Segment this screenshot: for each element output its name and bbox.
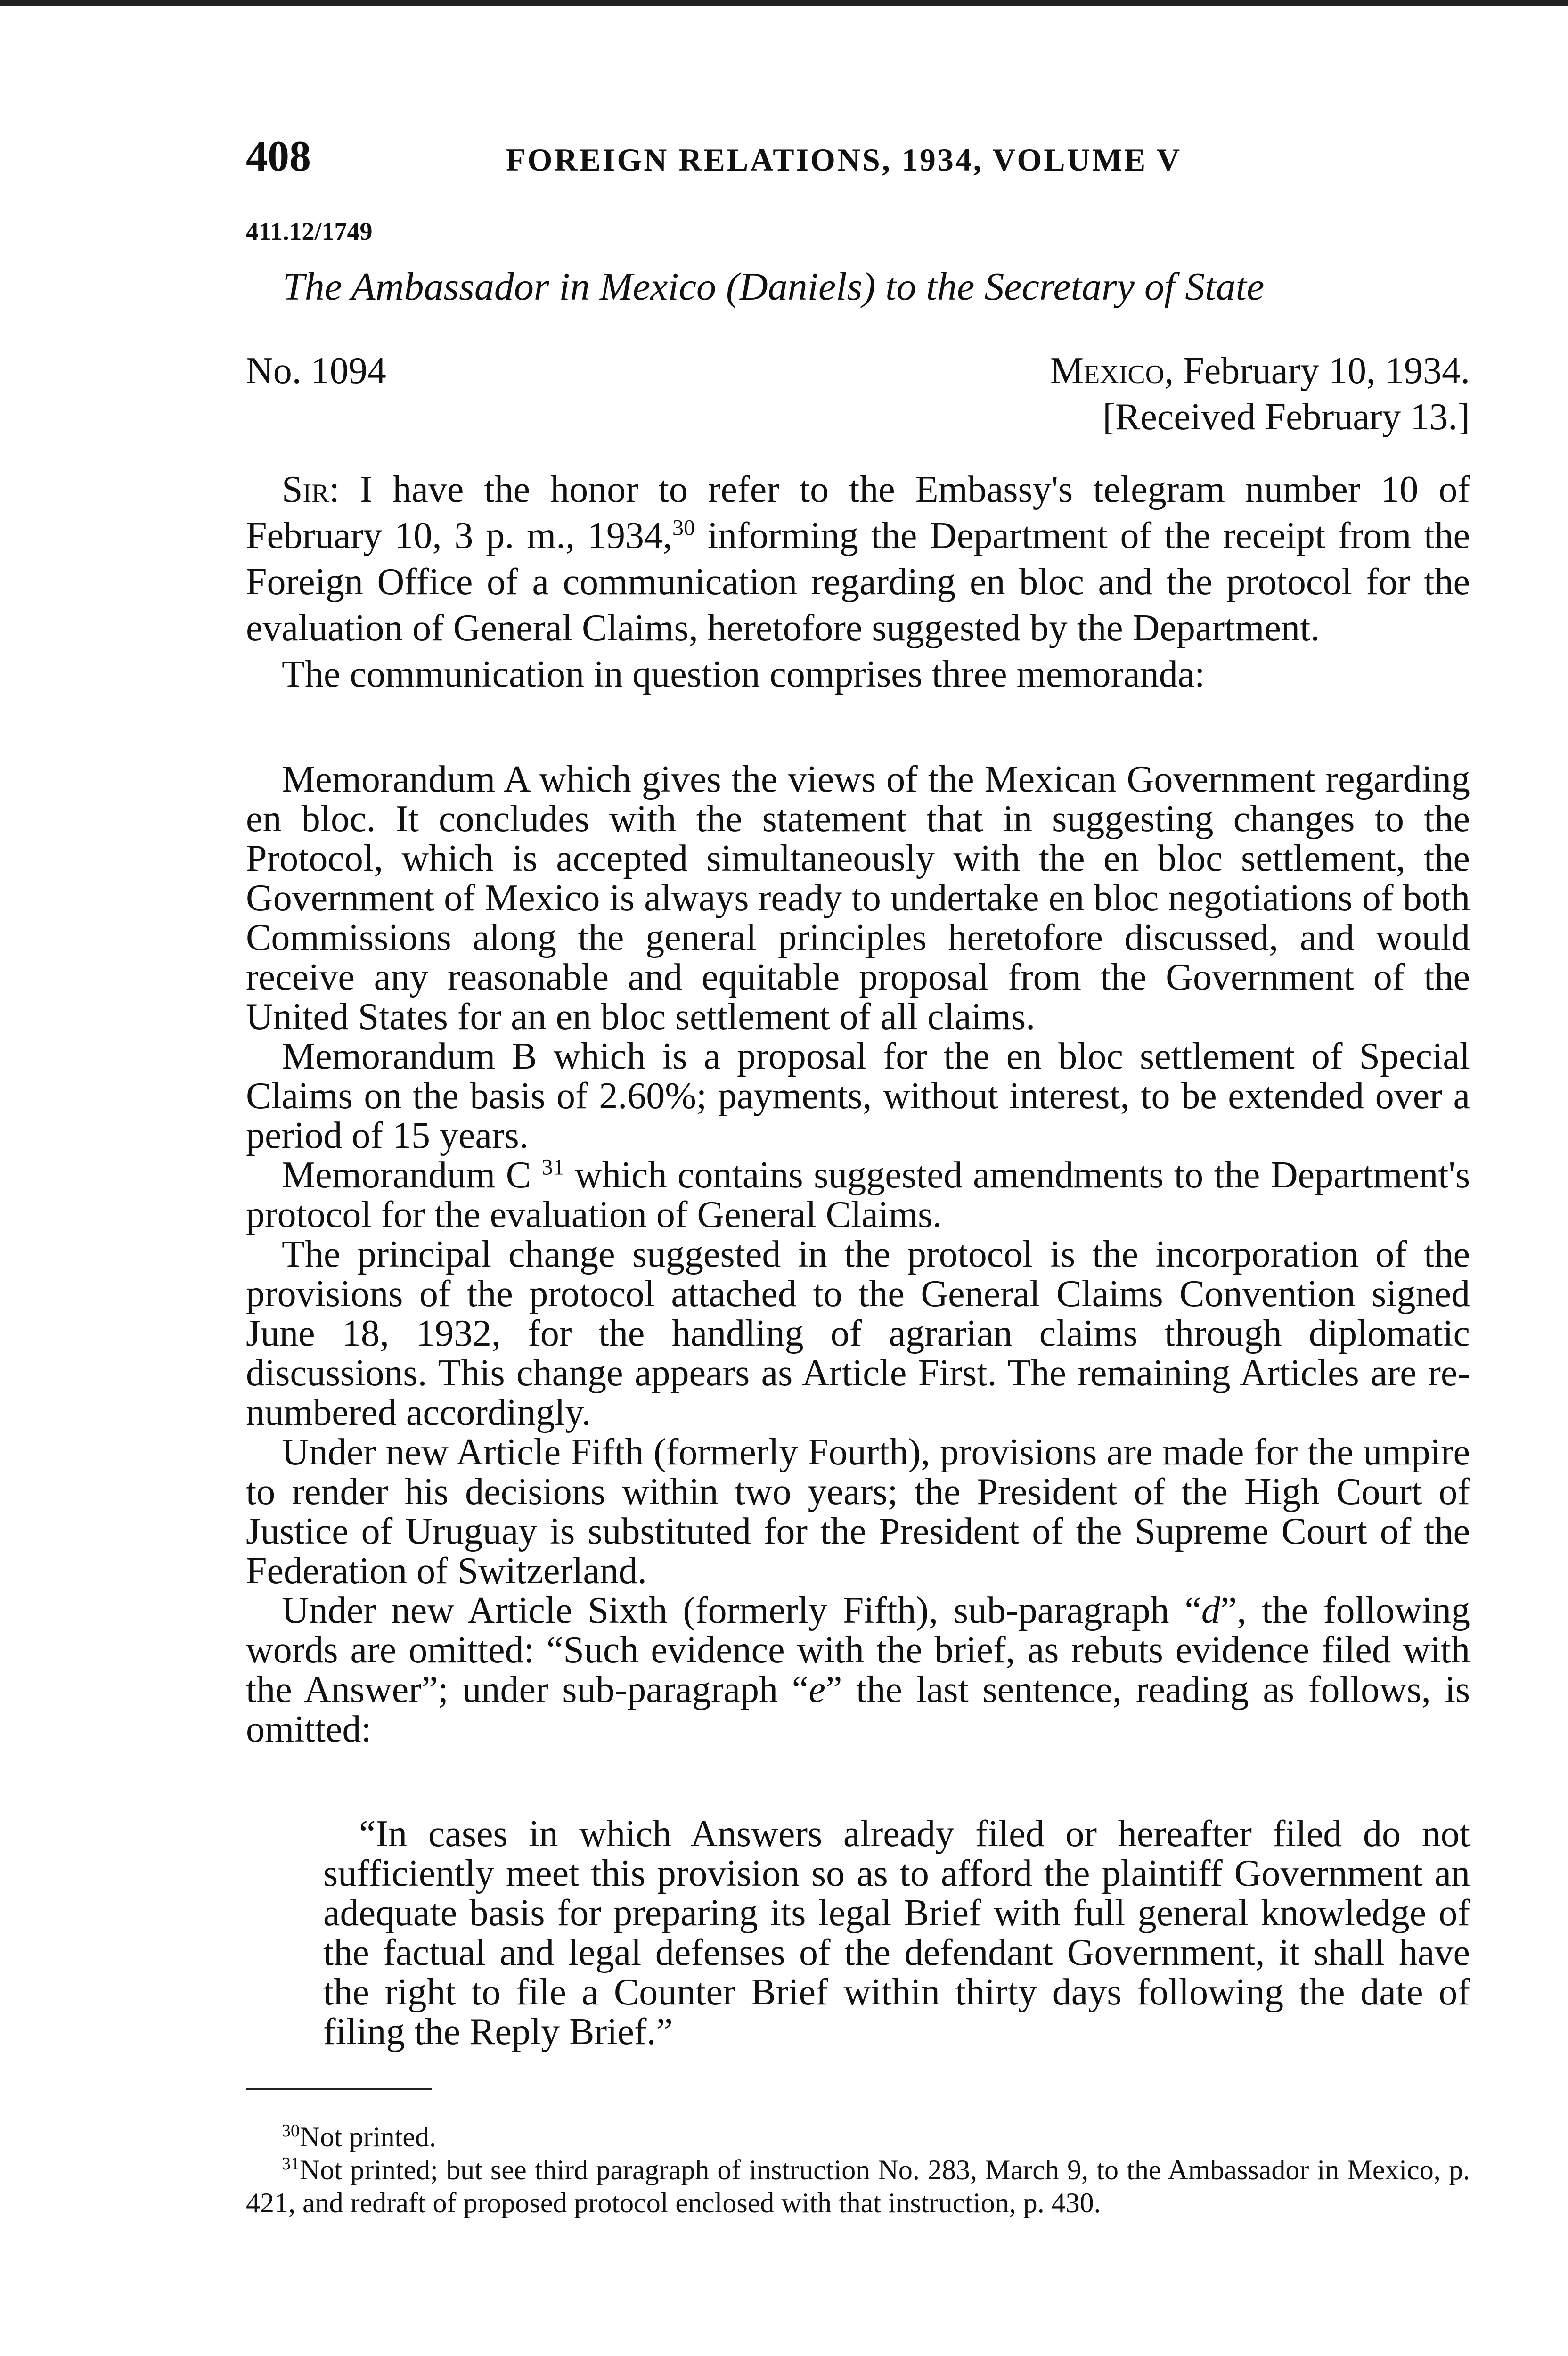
footnote-31 xyxy=(246,2153,1470,2219)
paragraph-opening xyxy=(246,466,1470,651)
quoted-sentence: “In cases in which Answers already filed or hereafter filed do not sufficiently meet this provision so as to afford the plaintiff Government an adequate basis for preparing its legal Brief with full general knowledge of the factual and legal defenses of the defendant Government, it shall have the right to file a Counter Brief within thirty days following the date of filing the Reply Brief.” xyxy=(323,1813,1470,2053)
article-sixth-text-a: Under new Article Sixth (formerly Fifth), sub-paragraph “ xyxy=(282,1590,1201,1631)
footnote-rule xyxy=(246,2088,432,2090)
paragraph-article-sixth xyxy=(246,1591,1470,1749)
running-title: FOREIGN RELATIONS, 1934, VOLUME V xyxy=(506,142,1182,178)
dateline xyxy=(1050,350,1470,393)
page-number: 408 xyxy=(246,132,311,180)
footnote-30-text: Not printed. xyxy=(300,2121,436,2152)
footnote-31-text: Not printed; but see third paragraph of instruction No. 283, March 9, to the Ambassador in Mexico, p. 421, and redraft of proposed protocol enclosed with that instruction, p. 430. xyxy=(246,2154,1470,2218)
memo-c-label: Memorandum C xyxy=(282,1154,531,1196)
article-sixth-text-c: ” the last sentence, reading as follows, is omitted: xyxy=(246,1669,1470,1750)
article-sixth-sub-e: e xyxy=(808,1669,825,1710)
opening-section xyxy=(246,466,1470,697)
footnote-30-mark: 30 xyxy=(282,2121,300,2141)
memoranda-section xyxy=(246,760,1470,1749)
block-quote xyxy=(323,1814,1470,2052)
paragraph-memo-c xyxy=(246,1155,1470,1235)
paragraph-memoranda-intro: The communication in question comprises three memoranda: xyxy=(282,654,1205,695)
footnote-ref-30: 30 xyxy=(672,515,695,540)
footnotes xyxy=(246,2120,1470,2219)
memo-c-text: which contains suggested amendments to the Department's protocol for the evaluation of General Claims. xyxy=(246,1154,1470,1235)
document-number: No. 1094 xyxy=(246,350,386,392)
paragraph-article-fifth: Under new Article Fifth (formerly Fourth), provisions are made for the umpire to render his decisions within two years; the President of the High Court of Justice of Uruguay is substituted for the President of the Supreme Court of the Federation of Switzerland. xyxy=(246,1432,1470,1592)
footnote-31-mark: 31 xyxy=(282,2154,300,2174)
file-number: 411.12/1749 xyxy=(246,217,373,245)
paragraph-principal-change: The principal change suggested in the protocol is the incorporation of the provisions of the protocol attached to the General Claims Convention signed June 18, 1932, for the handling of agrarian claims through diplomatic discussions. This change appears as Article First. The remaining Articles are re-numbered accordingly. xyxy=(246,1234,1470,1433)
footnote-30 xyxy=(246,2120,1470,2153)
footnote-ref-31: 31 xyxy=(541,1154,564,1180)
article-sixth-text-b: ”, the following words are omitted: “Such evidence with the brief, as rebuts evidence filed with the Answer”; under sub-paragraph “ xyxy=(246,1590,1470,1710)
paragraph-memo-b: Memorandum B which is a proposal for the en bloc settlement of Special Claims on the basis of 2.60%; payments, without interest, to be extended over a period of 15 years. xyxy=(246,1036,1470,1156)
top-rule xyxy=(0,0,1568,6)
received-line: [Received February 13.] xyxy=(1102,396,1470,438)
dateline-date: , February 10, 1934. xyxy=(1164,350,1470,392)
salutation: Sir xyxy=(282,469,329,510)
paragraph-memo-a: Memorandum A which gives the views of the Mexican Government regarding en bloc. It concludes with the statement that in suggesting changes to the Protocol, which is accepted simultaneously with the en bloc settlement, the Government of Mexico is always ready to undertake en bloc negotiations of both Commissions along the general principles heretofore discussed, and would receive any reasonable and equitable proposal from the Government of the United States for an en bloc settlement of all claims. xyxy=(246,759,1470,1038)
document-title: The Ambassador in Mexico (Daniels) to the Secretary of State xyxy=(283,265,1265,309)
article-sixth-sub-d: d xyxy=(1201,1590,1220,1631)
dateline-place: Mexico xyxy=(1050,350,1165,392)
paragraph-opening-text-b: informing the Department of the receipt from the Foreign Office of a communication regarding en bloc and the protocol for the evaluation of General Claims, heretofore suggested by the Department. xyxy=(246,515,1470,649)
paragraph-opening-text-a: : I have the honor to refer to the Embassy's telegram number 10 of February 10, 3 p. m., 1934, xyxy=(246,469,1470,556)
